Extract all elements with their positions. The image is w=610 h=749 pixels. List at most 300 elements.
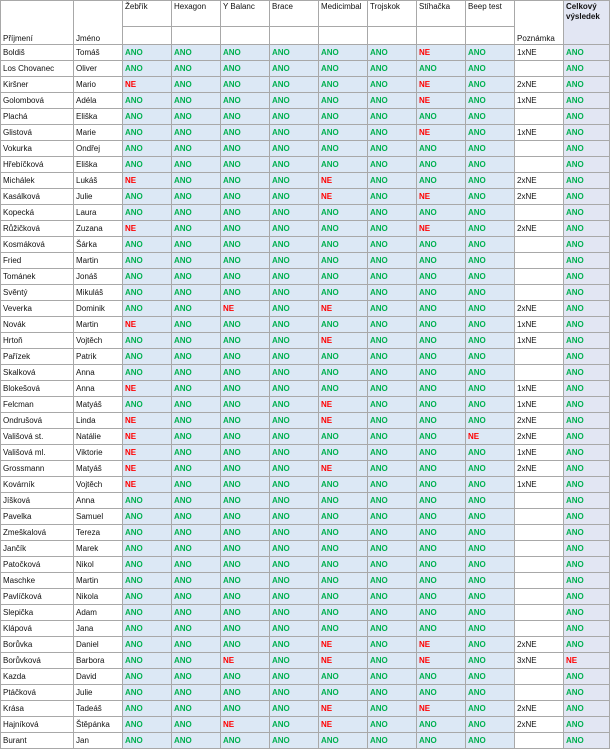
result-cell[interactable]: ANO: [319, 221, 368, 237]
firstname-cell[interactable]: Ondřej: [74, 141, 123, 157]
result-cell[interactable]: ANO: [417, 333, 466, 349]
result-cell[interactable]: ANO: [270, 269, 319, 285]
total-cell[interactable]: ANO: [564, 141, 610, 157]
result-cell[interactable]: NE: [123, 173, 172, 189]
note-cell[interactable]: [515, 669, 564, 685]
result-cell[interactable]: NE: [417, 93, 466, 109]
result-cell[interactable]: ANO: [221, 509, 270, 525]
note-cell[interactable]: [515, 493, 564, 509]
result-cell[interactable]: ANO: [466, 701, 515, 717]
result-cell[interactable]: ANO: [172, 93, 221, 109]
surname-cell[interactable]: Boldiš: [1, 45, 74, 61]
firstname-cell[interactable]: Viktorie: [74, 445, 123, 461]
result-cell[interactable]: ANO: [221, 669, 270, 685]
firstname-cell[interactable]: David: [74, 669, 123, 685]
result-cell[interactable]: ANO: [270, 573, 319, 589]
result-cell[interactable]: NE: [319, 653, 368, 669]
total-cell[interactable]: ANO: [564, 573, 610, 589]
firstname-cell[interactable]: Laura: [74, 205, 123, 221]
result-cell[interactable]: ANO: [368, 269, 417, 285]
result-cell[interactable]: ANO: [221, 61, 270, 77]
result-cell[interactable]: ANO: [368, 573, 417, 589]
result-cell[interactable]: ANO: [270, 61, 319, 77]
result-cell[interactable]: ANO: [368, 637, 417, 653]
result-cell[interactable]: ANO: [123, 109, 172, 125]
total-cell[interactable]: ANO: [564, 349, 610, 365]
result-cell[interactable]: ANO: [466, 541, 515, 557]
result-cell[interactable]: ANO: [172, 477, 221, 493]
result-cell[interactable]: NE: [123, 381, 172, 397]
result-cell[interactable]: ANO: [417, 477, 466, 493]
result-cell[interactable]: ANO: [172, 445, 221, 461]
surname-cell[interactable]: Kopecká: [1, 205, 74, 221]
result-cell[interactable]: ANO: [270, 189, 319, 205]
result-cell[interactable]: ANO: [466, 45, 515, 61]
note-cell[interactable]: 2xNE: [515, 461, 564, 477]
total-cell[interactable]: ANO: [564, 125, 610, 141]
result-cell[interactable]: ANO: [172, 413, 221, 429]
result-cell[interactable]: ANO: [368, 109, 417, 125]
result-cell[interactable]: ANO: [319, 381, 368, 397]
result-cell[interactable]: ANO: [466, 509, 515, 525]
surname-cell[interactable]: Vališová ml.: [1, 445, 74, 461]
result-cell[interactable]: ANO: [172, 141, 221, 157]
result-cell[interactable]: ANO: [319, 285, 368, 301]
surname-cell[interactable]: Golombová: [1, 93, 74, 109]
result-cell[interactable]: ANO: [172, 573, 221, 589]
firstname-cell[interactable]: Jonáš: [74, 269, 123, 285]
result-cell[interactable]: ANO: [172, 61, 221, 77]
result-cell[interactable]: ANO: [172, 365, 221, 381]
result-cell[interactable]: ANO: [417, 413, 466, 429]
result-cell[interactable]: ANO: [417, 157, 466, 173]
result-cell[interactable]: ANO: [417, 525, 466, 541]
header-test[interactable]: Y Balanc: [221, 1, 270, 27]
result-cell[interactable]: ANO: [221, 205, 270, 221]
header-test[interactable]: Žebřík: [123, 1, 172, 27]
note-cell[interactable]: [515, 573, 564, 589]
firstname-cell[interactable]: Mario: [74, 77, 123, 93]
total-cell[interactable]: NE: [564, 653, 610, 669]
result-cell[interactable]: ANO: [172, 525, 221, 541]
result-cell[interactable]: ANO: [221, 333, 270, 349]
result-cell[interactable]: ANO: [417, 589, 466, 605]
surname-cell[interactable]: Tománek: [1, 269, 74, 285]
result-cell[interactable]: ANO: [368, 77, 417, 93]
result-cell[interactable]: ANO: [417, 317, 466, 333]
result-cell[interactable]: ANO: [172, 653, 221, 669]
total-cell[interactable]: ANO: [564, 669, 610, 685]
result-cell[interactable]: ANO: [466, 269, 515, 285]
result-cell[interactable]: ANO: [368, 413, 417, 429]
total-cell[interactable]: ANO: [564, 221, 610, 237]
header-surname[interactable]: Příjmení: [1, 1, 74, 45]
result-cell[interactable]: ANO: [466, 685, 515, 701]
result-cell[interactable]: ANO: [466, 525, 515, 541]
result-cell[interactable]: ANO: [172, 317, 221, 333]
surname-cell[interactable]: Vališová st.: [1, 429, 74, 445]
firstname-cell[interactable]: Julie: [74, 685, 123, 701]
result-cell[interactable]: ANO: [221, 125, 270, 141]
result-cell[interactable]: ANO: [368, 221, 417, 237]
total-cell[interactable]: ANO: [564, 301, 610, 317]
result-cell[interactable]: ANO: [466, 557, 515, 573]
result-cell[interactable]: ANO: [270, 381, 319, 397]
result-cell[interactable]: ANO: [368, 285, 417, 301]
result-cell[interactable]: ANO: [270, 125, 319, 141]
result-cell[interactable]: ANO: [319, 125, 368, 141]
result-cell[interactable]: ANO: [319, 541, 368, 557]
total-cell[interactable]: ANO: [564, 429, 610, 445]
result-cell[interactable]: ANO: [221, 685, 270, 701]
firstname-cell[interactable]: Jana: [74, 621, 123, 637]
result-cell[interactable]: ANO: [417, 605, 466, 621]
result-cell[interactable]: ANO: [270, 557, 319, 573]
note-cell[interactable]: [515, 237, 564, 253]
result-cell[interactable]: ANO: [270, 157, 319, 173]
result-cell[interactable]: ANO: [417, 285, 466, 301]
result-cell[interactable]: ANO: [466, 461, 515, 477]
note-cell[interactable]: [515, 541, 564, 557]
result-cell[interactable]: ANO: [221, 701, 270, 717]
result-cell[interactable]: ANO: [466, 669, 515, 685]
result-cell[interactable]: ANO: [466, 125, 515, 141]
total-cell[interactable]: ANO: [564, 461, 610, 477]
total-cell[interactable]: ANO: [564, 61, 610, 77]
total-cell[interactable]: ANO: [564, 701, 610, 717]
firstname-cell[interactable]: Jan: [74, 733, 123, 749]
surname-cell[interactable]: Kosmáková: [1, 237, 74, 253]
result-cell[interactable]: ANO: [417, 509, 466, 525]
total-cell[interactable]: ANO: [564, 477, 610, 493]
result-cell[interactable]: ANO: [221, 621, 270, 637]
firstname-cell[interactable]: Nikol: [74, 557, 123, 573]
result-cell[interactable]: ANO: [172, 605, 221, 621]
result-cell[interactable]: ANO: [221, 45, 270, 61]
note-cell[interactable]: 1xNE: [515, 93, 564, 109]
total-cell[interactable]: ANO: [564, 189, 610, 205]
result-cell[interactable]: ANO: [221, 493, 270, 509]
result-cell[interactable]: ANO: [417, 365, 466, 381]
firstname-cell[interactable]: Anna: [74, 493, 123, 509]
note-cell[interactable]: 1xNE: [515, 317, 564, 333]
result-cell[interactable]: ANO: [221, 285, 270, 301]
result-cell[interactable]: ANO: [270, 45, 319, 61]
result-cell[interactable]: ANO: [319, 605, 368, 621]
result-cell[interactable]: ANO: [123, 509, 172, 525]
result-cell[interactable]: ANO: [221, 605, 270, 621]
result-cell[interactable]: ANO: [417, 141, 466, 157]
result-cell[interactable]: NE: [319, 173, 368, 189]
result-cell[interactable]: ANO: [417, 685, 466, 701]
result-cell[interactable]: ANO: [319, 157, 368, 173]
result-cell[interactable]: NE: [123, 77, 172, 93]
result-cell[interactable]: ANO: [123, 125, 172, 141]
result-cell[interactable]: ANO: [466, 61, 515, 77]
result-cell[interactable]: NE: [417, 637, 466, 653]
result-cell[interactable]: ANO: [368, 125, 417, 141]
note-cell[interactable]: [515, 285, 564, 301]
surname-cell[interactable]: Hřebíčková: [1, 157, 74, 173]
result-cell[interactable]: ANO: [466, 493, 515, 509]
result-cell[interactable]: ANO: [319, 253, 368, 269]
result-cell[interactable]: ANO: [417, 349, 466, 365]
result-cell[interactable]: ANO: [123, 189, 172, 205]
result-cell[interactable]: ANO: [123, 45, 172, 61]
firstname-cell[interactable]: Vojtěch: [74, 477, 123, 493]
result-cell[interactable]: ANO: [417, 381, 466, 397]
result-cell[interactable]: ANO: [172, 157, 221, 173]
result-cell[interactable]: NE: [319, 189, 368, 205]
result-cell[interactable]: ANO: [270, 477, 319, 493]
result-cell[interactable]: ANO: [123, 397, 172, 413]
result-cell[interactable]: ANO: [417, 173, 466, 189]
firstname-cell[interactable]: Nikola: [74, 589, 123, 605]
note-cell[interactable]: 2xNE: [515, 221, 564, 237]
surname-cell[interactable]: Klápová: [1, 621, 74, 637]
result-cell[interactable]: ANO: [221, 381, 270, 397]
firstname-cell[interactable]: Mikuláš: [74, 285, 123, 301]
result-cell[interactable]: ANO: [466, 381, 515, 397]
note-cell[interactable]: [515, 509, 564, 525]
firstname-cell[interactable]: Tadeáš: [74, 701, 123, 717]
result-cell[interactable]: ANO: [270, 93, 319, 109]
header-test[interactable]: Hexagon: [172, 1, 221, 27]
result-cell[interactable]: ANO: [270, 445, 319, 461]
note-cell[interactable]: 1xNE: [515, 381, 564, 397]
surname-cell[interactable]: Patočková: [1, 557, 74, 573]
result-cell[interactable]: NE: [319, 717, 368, 733]
result-cell[interactable]: NE: [123, 429, 172, 445]
result-cell[interactable]: NE: [466, 429, 515, 445]
firstname-cell[interactable]: Matyáš: [74, 461, 123, 477]
surname-cell[interactable]: Glistová: [1, 125, 74, 141]
result-cell[interactable]: ANO: [172, 189, 221, 205]
result-cell[interactable]: ANO: [221, 157, 270, 173]
result-cell[interactable]: ANO: [270, 77, 319, 93]
surname-cell[interactable]: Kovárník: [1, 477, 74, 493]
firstname-cell[interactable]: Julie: [74, 189, 123, 205]
result-cell[interactable]: ANO: [221, 573, 270, 589]
header-test[interactable]: Brace: [270, 1, 319, 27]
total-cell[interactable]: ANO: [564, 717, 610, 733]
result-cell[interactable]: ANO: [270, 461, 319, 477]
result-cell[interactable]: ANO: [172, 397, 221, 413]
result-cell[interactable]: ANO: [368, 605, 417, 621]
result-cell[interactable]: ANO: [270, 301, 319, 317]
result-cell[interactable]: ANO: [221, 269, 270, 285]
result-cell[interactable]: ANO: [123, 333, 172, 349]
total-cell[interactable]: ANO: [564, 525, 610, 541]
result-cell[interactable]: ANO: [417, 205, 466, 221]
surname-cell[interactable]: Borůvka: [1, 637, 74, 653]
note-cell[interactable]: [515, 621, 564, 637]
surname-cell[interactable]: Pavelka: [1, 509, 74, 525]
result-cell[interactable]: ANO: [123, 269, 172, 285]
result-cell[interactable]: ANO: [417, 573, 466, 589]
result-cell[interactable]: ANO: [319, 45, 368, 61]
result-cell[interactable]: ANO: [270, 285, 319, 301]
result-cell[interactable]: ANO: [221, 637, 270, 653]
firstname-cell[interactable]: Daniel: [74, 637, 123, 653]
result-cell[interactable]: ANO: [466, 573, 515, 589]
result-cell[interactable]: ANO: [270, 429, 319, 445]
result-cell[interactable]: ANO: [466, 237, 515, 253]
result-cell[interactable]: ANO: [368, 189, 417, 205]
result-cell[interactable]: ANO: [123, 573, 172, 589]
result-cell[interactable]: ANO: [466, 253, 515, 269]
total-cell[interactable]: ANO: [564, 381, 610, 397]
result-cell[interactable]: ANO: [417, 253, 466, 269]
firstname-cell[interactable]: Marek: [74, 541, 123, 557]
note-cell[interactable]: 1xNE: [515, 125, 564, 141]
result-cell[interactable]: ANO: [368, 93, 417, 109]
result-cell[interactable]: ANO: [466, 349, 515, 365]
result-cell[interactable]: ANO: [172, 461, 221, 477]
result-cell[interactable]: ANO: [270, 205, 319, 221]
surname-cell[interactable]: Veverka: [1, 301, 74, 317]
result-cell[interactable]: ANO: [270, 141, 319, 157]
result-cell[interactable]: ANO: [319, 445, 368, 461]
result-cell[interactable]: ANO: [368, 733, 417, 749]
result-cell[interactable]: ANO: [221, 477, 270, 493]
surname-cell[interactable]: Pavlíčková: [1, 589, 74, 605]
result-cell[interactable]: ANO: [368, 381, 417, 397]
total-cell[interactable]: ANO: [564, 45, 610, 61]
surname-cell[interactable]: Hrtoň: [1, 333, 74, 349]
result-cell[interactable]: ANO: [319, 269, 368, 285]
note-cell[interactable]: [515, 557, 564, 573]
note-cell[interactable]: [515, 605, 564, 621]
result-cell[interactable]: ANO: [270, 653, 319, 669]
result-cell[interactable]: ANO: [270, 669, 319, 685]
result-cell[interactable]: ANO: [417, 429, 466, 445]
surname-cell[interactable]: Kiršner: [1, 77, 74, 93]
result-cell[interactable]: ANO: [221, 397, 270, 413]
result-cell[interactable]: ANO: [368, 237, 417, 253]
result-cell[interactable]: ANO: [368, 477, 417, 493]
header-total[interactable]: Celkový výsledek: [564, 1, 610, 45]
result-cell[interactable]: ANO: [368, 621, 417, 637]
result-cell[interactable]: ANO: [221, 445, 270, 461]
result-cell[interactable]: ANO: [123, 605, 172, 621]
result-cell[interactable]: ANO: [270, 349, 319, 365]
result-cell[interactable]: ANO: [270, 541, 319, 557]
result-cell[interactable]: ANO: [172, 301, 221, 317]
firstname-cell[interactable]: Vojtěch: [74, 333, 123, 349]
result-cell[interactable]: ANO: [368, 445, 417, 461]
result-cell[interactable]: ANO: [270, 333, 319, 349]
result-cell[interactable]: ANO: [221, 189, 270, 205]
result-cell[interactable]: ANO: [123, 493, 172, 509]
total-cell[interactable]: ANO: [564, 285, 610, 301]
result-cell[interactable]: ANO: [123, 141, 172, 157]
result-cell[interactable]: ANO: [466, 477, 515, 493]
surname-cell[interactable]: Los Chovanec: [1, 61, 74, 77]
note-cell[interactable]: 1xNE: [515, 333, 564, 349]
result-cell[interactable]: ANO: [172, 589, 221, 605]
total-cell[interactable]: ANO: [564, 397, 610, 413]
total-cell[interactable]: ANO: [564, 173, 610, 189]
result-cell[interactable]: ANO: [368, 253, 417, 269]
result-cell[interactable]: ANO: [172, 381, 221, 397]
total-cell[interactable]: ANO: [564, 269, 610, 285]
result-cell[interactable]: ANO: [319, 93, 368, 109]
result-cell[interactable]: ANO: [417, 61, 466, 77]
result-cell[interactable]: NE: [417, 45, 466, 61]
header-test[interactable]: Beep test: [466, 1, 515, 27]
result-cell[interactable]: ANO: [368, 541, 417, 557]
header-note[interactable]: Poznámka: [515, 1, 564, 45]
surname-cell[interactable]: Novák: [1, 317, 74, 333]
result-cell[interactable]: NE: [417, 221, 466, 237]
surname-cell[interactable]: Michálek: [1, 173, 74, 189]
result-cell[interactable]: NE: [319, 461, 368, 477]
surname-cell[interactable]: Felcman: [1, 397, 74, 413]
surname-cell[interactable]: Fried: [1, 253, 74, 269]
total-cell[interactable]: ANO: [564, 157, 610, 173]
result-cell[interactable]: ANO: [466, 93, 515, 109]
total-cell[interactable]: ANO: [564, 637, 610, 653]
result-cell[interactable]: ANO: [270, 253, 319, 269]
result-cell[interactable]: NE: [221, 653, 270, 669]
result-cell[interactable]: ANO: [221, 557, 270, 573]
surname-cell[interactable]: Jančík: [1, 541, 74, 557]
result-cell[interactable]: ANO: [221, 733, 270, 749]
result-cell[interactable]: ANO: [368, 301, 417, 317]
result-cell[interactable]: ANO: [123, 301, 172, 317]
result-cell[interactable]: ANO: [221, 589, 270, 605]
total-cell[interactable]: ANO: [564, 621, 610, 637]
firstname-cell[interactable]: Anna: [74, 381, 123, 397]
result-cell[interactable]: NE: [221, 717, 270, 733]
note-cell[interactable]: 2xNE: [515, 429, 564, 445]
firstname-cell[interactable]: Natálie: [74, 429, 123, 445]
result-cell[interactable]: ANO: [368, 669, 417, 685]
result-cell[interactable]: ANO: [123, 637, 172, 653]
result-cell[interactable]: ANO: [123, 621, 172, 637]
result-cell[interactable]: ANO: [417, 301, 466, 317]
note-cell[interactable]: 1xNE: [515, 397, 564, 413]
note-cell[interactable]: 1xNE: [515, 477, 564, 493]
result-cell[interactable]: ANO: [172, 45, 221, 61]
surname-cell[interactable]: Grossmann: [1, 461, 74, 477]
header-test[interactable]: Stíhačka: [417, 1, 466, 27]
result-cell[interactable]: ANO: [466, 109, 515, 125]
result-cell[interactable]: NE: [417, 77, 466, 93]
result-cell[interactable]: ANO: [270, 493, 319, 509]
note-cell[interactable]: [515, 61, 564, 77]
surname-cell[interactable]: Borůvková: [1, 653, 74, 669]
surname-cell[interactable]: Skalková: [1, 365, 74, 381]
note-cell[interactable]: [515, 365, 564, 381]
result-cell[interactable]: ANO: [319, 477, 368, 493]
result-cell[interactable]: ANO: [270, 637, 319, 653]
total-cell[interactable]: ANO: [564, 253, 610, 269]
result-cell[interactable]: ANO: [368, 525, 417, 541]
result-cell[interactable]: ANO: [466, 189, 515, 205]
note-cell[interactable]: [515, 253, 564, 269]
result-cell[interactable]: NE: [417, 189, 466, 205]
result-cell[interactable]: ANO: [270, 221, 319, 237]
firstname-cell[interactable]: Martin: [74, 317, 123, 333]
result-cell[interactable]: ANO: [172, 221, 221, 237]
result-cell[interactable]: NE: [123, 221, 172, 237]
note-cell[interactable]: 2xNE: [515, 701, 564, 717]
result-cell[interactable]: ANO: [221, 173, 270, 189]
result-cell[interactable]: NE: [319, 333, 368, 349]
result-cell[interactable]: ANO: [172, 429, 221, 445]
